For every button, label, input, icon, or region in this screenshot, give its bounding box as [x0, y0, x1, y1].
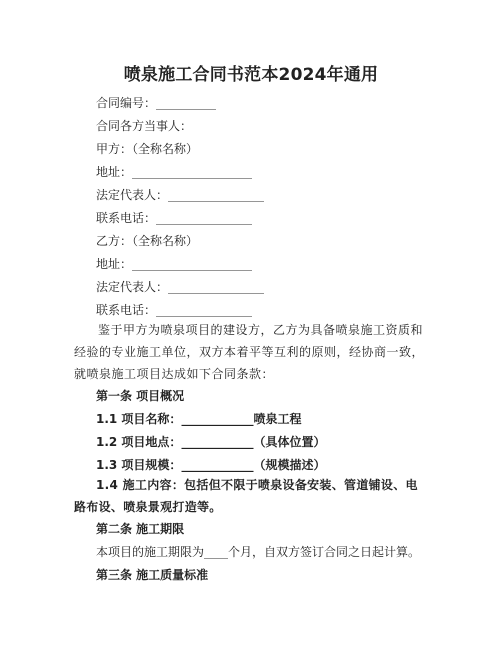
field-party-a-representative — [96, 187, 264, 203]
field-blank: ________________ — [156, 303, 253, 317]
article1-item — [96, 411, 301, 427]
item-prefix: 1.3 项目规模： — [96, 458, 182, 472]
field-blank: ____________________ — [132, 165, 253, 179]
field-party-a — [96, 141, 198, 157]
article2-text-before: 本项目的施工期限为 — [96, 545, 205, 559]
field-party-a-address — [96, 164, 252, 180]
item-blank: ____________ — [181, 435, 254, 449]
field-label: 联系电话： — [96, 303, 157, 317]
article1-item-4: 1.4 施工内容：包括但不限于喷泉设备安装、管道铺设、电路布设、喷泉景观打造等。 — [74, 478, 418, 514]
item-suffix: （规模描述） — [253, 458, 326, 472]
document-title: 喷泉施工合同书范本2024年通用 — [123, 65, 379, 85]
field-blank: __________ — [156, 96, 217, 110]
field-party-a-phone — [96, 210, 252, 226]
article1-item — [96, 434, 325, 450]
article2-text-after: 个月，自双方签订合同之日起计算。 — [228, 545, 421, 559]
item-prefix: 1.2 项目地点： — [96, 435, 182, 449]
article1-item — [96, 457, 325, 473]
field-party-b-phone — [96, 302, 252, 318]
item-blank: ____________ — [181, 458, 254, 472]
field-label: 甲方：（全称名称） — [96, 142, 199, 156]
article2-heading: 第二条 施工期限 — [96, 522, 185, 536]
field-label: 地址： — [96, 165, 133, 179]
item-blank: ____________ — [181, 412, 254, 426]
item-prefix: 1.1 项目名称： — [96, 412, 182, 426]
field-label: 法定代表人： — [96, 188, 169, 202]
item-suffix: （具体位置） — [253, 435, 326, 449]
field-party-b-representative — [96, 279, 264, 295]
field-blank: ____________________ — [132, 257, 253, 271]
field-parties — [96, 118, 192, 134]
article3-heading: 第三条 施工质量标准 — [96, 568, 209, 582]
field-party-b-address — [96, 256, 252, 272]
item-suffix: 喷泉工程 — [253, 412, 302, 426]
field-label: 联系电话： — [96, 211, 157, 225]
field-label: 合同编号： — [96, 96, 157, 110]
field-blank: ________________ — [168, 280, 265, 294]
field-label: 合同各方当事人： — [96, 119, 193, 133]
article2-text — [96, 544, 420, 560]
field-blank: ________________ — [168, 188, 265, 202]
preamble-paragraph: 鉴于甲方为喷泉项目的建设方，乙方为具备喷泉施工资质和经验的专业施工单位，双方本着平等互利的原则，经协商一致，就喷泉施工项目达成如下合同条款： — [74, 323, 425, 381]
article2-blank: ____ — [204, 545, 229, 559]
field-contract-number — [96, 95, 216, 111]
field-label: 地址： — [96, 257, 133, 271]
field-party-b — [96, 233, 198, 249]
field-label: 乙方：（全称名称） — [96, 234, 199, 248]
article1-heading: 第一条 项目概况 — [96, 389, 185, 403]
field-blank: ________________ — [156, 211, 253, 225]
field-label: 法定代表人： — [96, 280, 169, 294]
